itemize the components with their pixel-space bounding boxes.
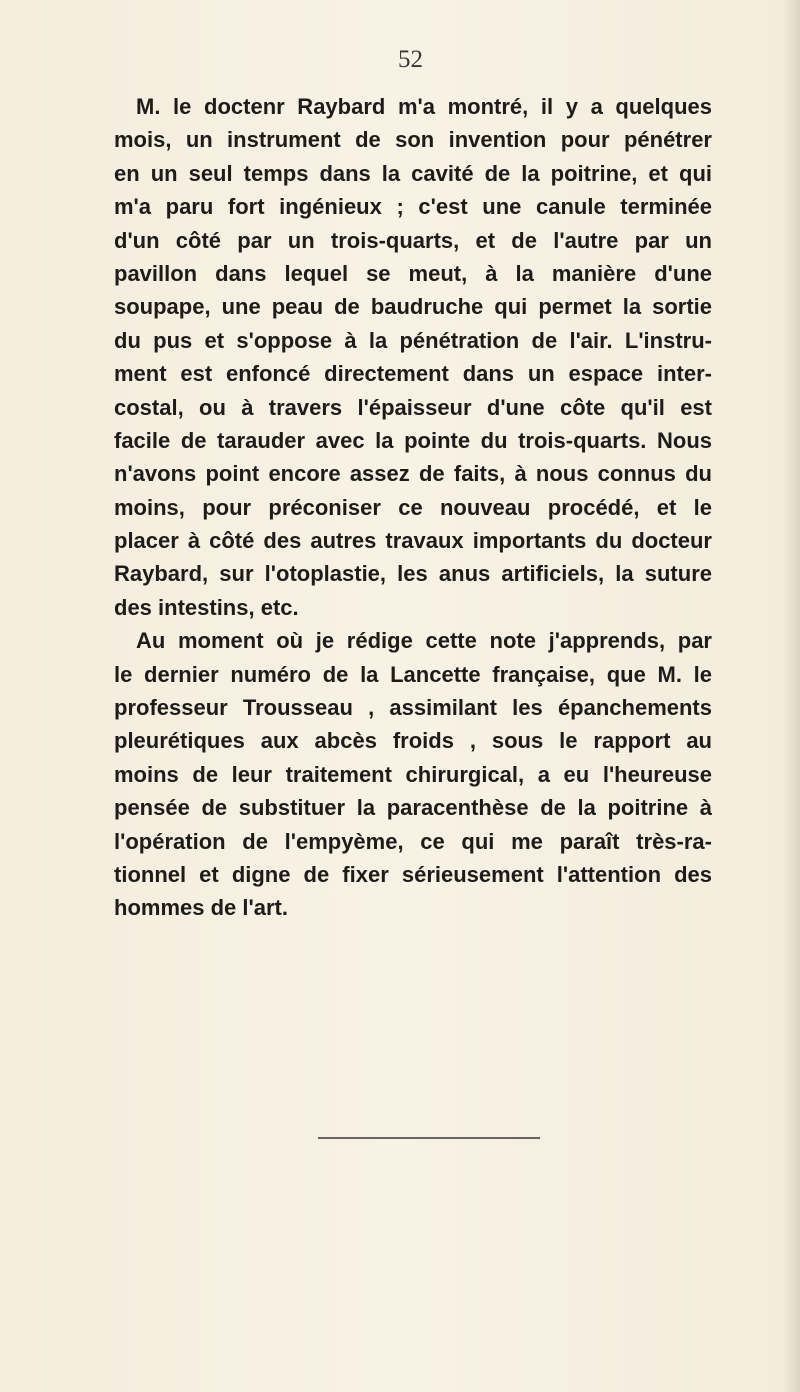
end-rule	[318, 1137, 540, 1139]
text-line: Au moment où je rédige cette note j'apprends, par	[136, 628, 712, 654]
page-edge-shadow	[782, 0, 800, 1392]
text-line: du pus et s'oppose à la pénétration de l'air. L'instru-	[114, 327, 712, 353]
text-line: professeur Trousseau , assimilant les épanchements	[114, 695, 712, 721]
text-line: placer à côté des autres travaux importants du docteur	[114, 528, 712, 554]
text-line: m'a paru fort ingénieux ; c'est une canule terminée	[114, 194, 712, 220]
text-line: moins, pour préconiser ce nouveau procédé, et le	[114, 494, 712, 520]
text-line: l'opération de l'empyème, ce qui me paraît très-ra-	[114, 828, 712, 854]
text-line: Raybard, sur l'otoplastie, les anus artificiels, la suture	[114, 561, 712, 587]
text-line: pensée de substituer la paracenthèse de la poitrine à	[114, 795, 712, 821]
text-line: n'avons point encore assez de faits, à nous connus du	[114, 461, 712, 487]
text-line: pavillon dans lequel se meut, à la manière d'une	[114, 260, 712, 286]
paragraph-2	[114, 624, 712, 925]
text-line: pleurétiques aux abcès froids , sous le rapport au	[114, 728, 712, 754]
text-line: M. le doctenr Raybard m'a montré, il y a quelques	[136, 94, 712, 119]
text-line: tionnel et digne de fixer sérieusement l'attention des	[114, 861, 712, 887]
text-line: ment est enfoncé directement dans un espace inter-	[114, 361, 712, 387]
text-line: soupape, une peau de baudruche qui permet la sortie	[114, 294, 712, 320]
text-line: hommes de l'art.	[114, 895, 288, 921]
text-line: en un seul temps dans la cavité de la poitrine, et qui	[114, 160, 712, 186]
text-line: moins de leur traitement chirurgical, a eu l'heureuse	[114, 761, 712, 787]
text-line: des intestins, etc.	[114, 594, 299, 620]
page-number: 52	[398, 46, 423, 73]
text-line: mois, un instrument de son invention pour pénétrer	[114, 127, 712, 153]
text-line: facile de tarauder avec la pointe du trois-quarts. Nous	[114, 427, 712, 453]
text-line: d'un côté par un trois-quarts, et de l'autre par un	[114, 227, 712, 253]
paragraph-1	[114, 90, 712, 624]
text-line: le dernier numéro de la Lancette française, que M. le	[114, 661, 712, 687]
body-text	[114, 90, 712, 925]
text-line: costal, ou à travers l'épaisseur d'une côte qu'il est	[114, 394, 712, 420]
